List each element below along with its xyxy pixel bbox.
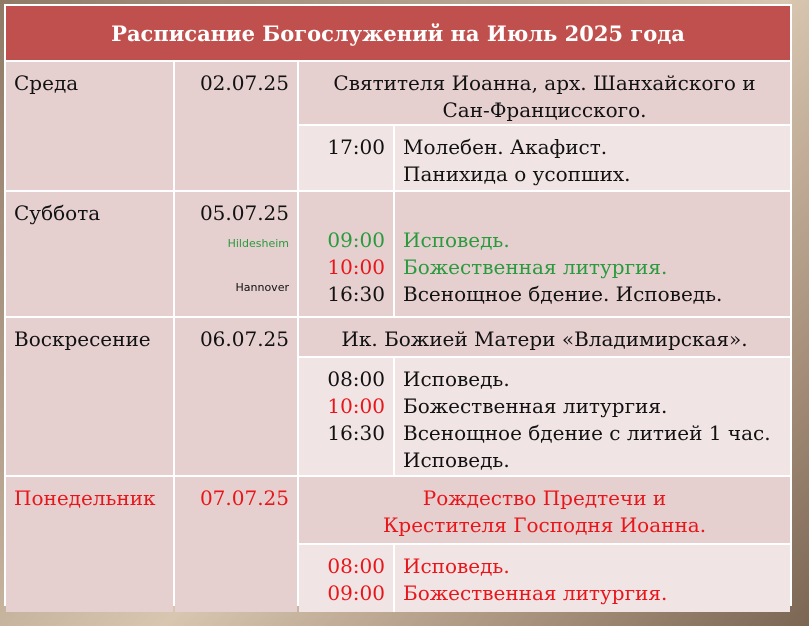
service-time: 16:30: [327, 282, 385, 306]
date-cell: 06.07.25: [175, 318, 297, 475]
service-time: 09:00: [327, 228, 385, 252]
service-time: 10:00: [327, 394, 385, 418]
feast-cell: [299, 318, 790, 356]
service-time: 08:00: [327, 554, 385, 578]
feast-line: Рождество Предтечи и: [422, 486, 667, 510]
feast-line: Сан-Францисского.: [442, 98, 647, 122]
day-cell: Суббота: [6, 192, 173, 316]
service-text: Всенощное бдение. Исповедь.: [403, 282, 723, 306]
services-cell: [299, 126, 790, 190]
service-time: 10:00: [327, 255, 385, 279]
feast-line: Крестителя Господня Иоанна.: [382, 513, 707, 537]
day-cell: Воскресение: [6, 318, 173, 475]
date-text: 05.07.25: [199, 201, 289, 225]
service-text: Панихида о усопших.: [403, 162, 631, 186]
day-cell: Понедельник: [6, 477, 173, 612]
service-text: Исповедь.: [403, 367, 510, 391]
schedule-table: [4, 4, 792, 606]
service-time: 08:00: [327, 367, 385, 391]
date-cell: 02.07.25: [175, 62, 297, 190]
service-text: Божественная литургия.: [403, 581, 668, 605]
date-cell: [175, 192, 297, 316]
services-cell: [299, 192, 790, 316]
services-cell: [299, 358, 790, 475]
place-label: Hildesheim: [227, 237, 289, 250]
date-cell: 07.07.25: [175, 477, 297, 612]
service-time: 16:30: [327, 421, 385, 445]
feast-line: Святителя Иоанна, арх. Шанхайского и: [333, 71, 756, 95]
service-text: Исповедь.: [403, 554, 510, 578]
service-text: Всенощное бдение с литией 1 час.: [403, 421, 771, 445]
service-text: Исповедь.: [403, 448, 510, 472]
service-time: 09:00: [327, 581, 385, 605]
service-text: Божественная литургия.: [403, 394, 668, 418]
feast-cell: [299, 477, 790, 543]
service-text: Божественная литургия.: [403, 255, 668, 279]
service-text: Молебен. Акафист.: [403, 135, 608, 159]
place-label: Hannover: [235, 281, 289, 294]
service-text: Исповедь.: [403, 228, 510, 252]
feast-cell: [299, 62, 790, 124]
service-time: 17:00: [327, 135, 385, 159]
schedule-title: Расписание Богослужений на Июль 2025 года: [6, 6, 790, 60]
day-cell: Среда: [6, 62, 173, 190]
services-cell: [299, 545, 790, 612]
feast-line: Ик. Божией Матери «Владимирская».: [341, 327, 748, 351]
